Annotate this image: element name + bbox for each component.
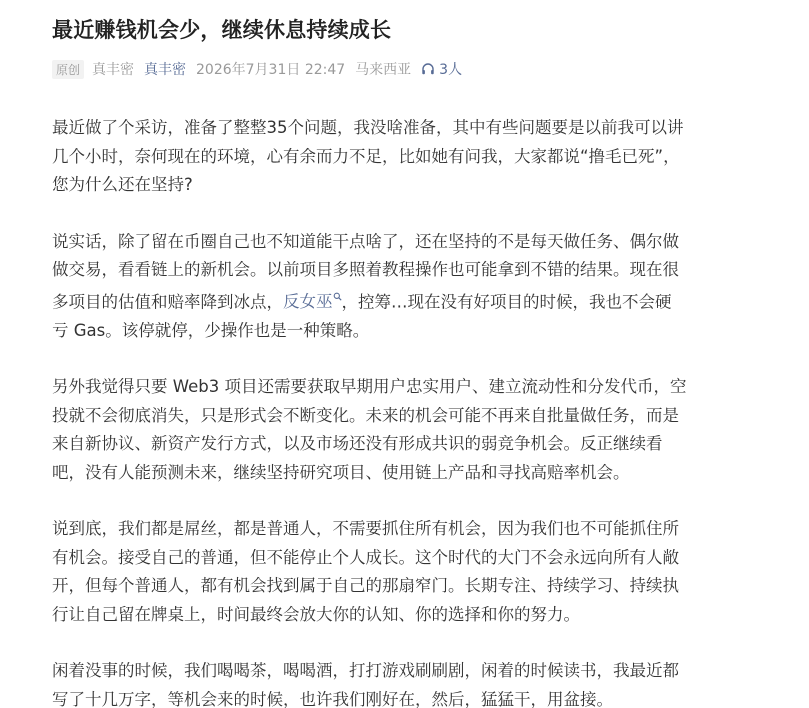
publish-date: 2026年7月31日 22:47	[196, 62, 346, 78]
paragraph-line: 说到底，我们都是屌丝，都是普通人，不需要抓住所有机会，因为我们也不可能抓住所	[52, 519, 679, 538]
line-segment: ，控筹…现在没有好项目的时候，我也不会硬	[341, 292, 672, 311]
paragraph-line: 几个小时，奈何现在的环境，心有余而力不足，比如她有问我，大家都说“撸毛已死”，	[52, 146, 680, 166]
headphones-icon	[421, 62, 435, 76]
paragraph-line: 写了十几万字，等机会来的时候，也许我们刚好在，然后，猛猛干，用盆接。	[52, 689, 613, 708]
paragraph	[52, 515, 762, 629]
paragraph-line: 您为什么还在坚持?	[52, 175, 193, 194]
article-body	[52, 114, 762, 708]
original-badge: 原创	[52, 60, 84, 79]
article-title: 最近赚钱机会少，继续休息持续成长	[52, 18, 392, 42]
search-tag-link[interactable]	[283, 292, 342, 311]
paragraph-line-with-link	[52, 285, 762, 317]
paragraph-line: 行让自己留在牌桌上，时间最终会放大你的认知、你的选择和你的努力。	[52, 604, 580, 624]
paragraph	[52, 373, 762, 487]
paragraph-line: 最近做了个采访，准备了整整35个问题，我没啥准备，其中有些问题要是以前我可以讲	[52, 118, 684, 137]
paragraph	[52, 657, 762, 708]
paragraph-line: 另外我觉得只要 Web3 项目还需要获取早期用户忠实用户、建立流动性和分发代币，空	[52, 377, 687, 396]
line-segment: 多项目的估值和赔率降到冰点，	[52, 292, 283, 311]
paragraph-line: 开，但每个普通人，都有机会找到属于自己的那扇窄门。长期专注、持续学习、持续执	[52, 576, 679, 595]
paragraph	[52, 114, 762, 200]
paragraph-line: 说实话，除了留在币圈自己也不知道能干点啥了，还在坚持的不是每天做任务、偶尔做	[52, 231, 679, 251]
search-icon	[333, 293, 342, 304]
paragraph-line: 有机会。接受自己的普通，但不能停止个人成长。这个时代的大门不会永远向所有人敞	[52, 547, 679, 567]
search-tag-text: 反女巫	[283, 292, 333, 311]
listener-count: 3人	[439, 62, 463, 78]
article-meta	[52, 59, 462, 79]
paragraph-line: 来自新协议、新资产发行方式，以及市场还没有形成共识的弱竞争机会。反正继续看	[52, 434, 663, 453]
author-name: 真丰密	[92, 62, 135, 78]
paragraph-line: 亏 Gas。该停就停，少操作也是一种策略。	[52, 320, 370, 340]
account-link[interactable]: 真丰密	[144, 62, 187, 78]
paragraph-line: 吧，没有人能预测未来，继续坚持研究项目、使用链上产品和寻找高赔率机会。	[52, 462, 630, 482]
paragraph-line: 做交易，看看链上的新机会。以前项目多照着教程操作也可能拿到不错的结果。现在很	[52, 260, 679, 279]
listen-button[interactable]	[421, 59, 462, 79]
publish-location: 马来西亚	[355, 62, 412, 78]
paragraph-line: 投就不会彻底消失，只是形式会不断变化。未来的机会可能不再来自批量做任务，而是	[52, 405, 679, 425]
paragraph	[52, 228, 762, 346]
paragraph-line: 闲着没事的时候，我们喝喝茶，喝喝酒，打打游戏刷刷剧，闲着的时候读书，我最近都	[52, 661, 679, 680]
